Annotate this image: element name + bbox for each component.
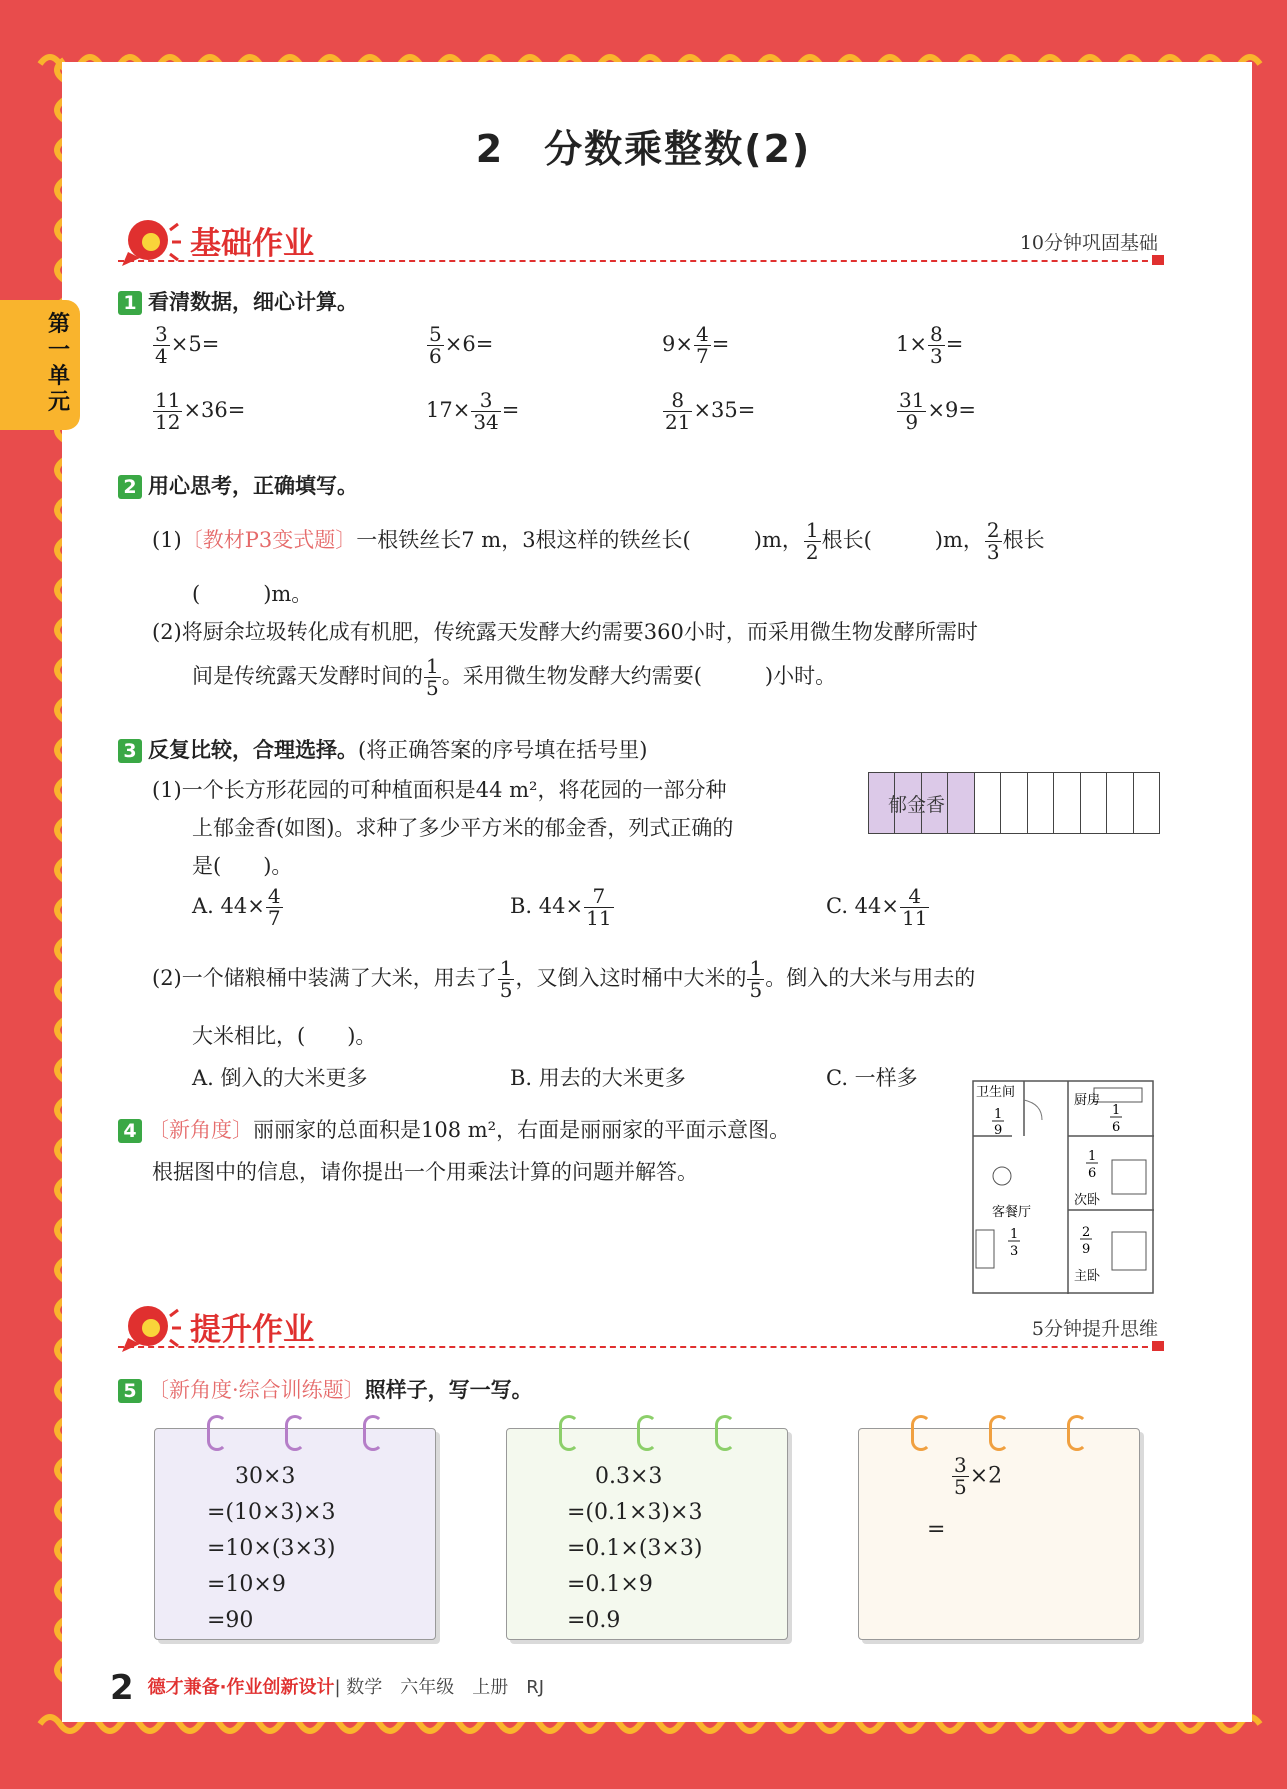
question-3-header xyxy=(118,734,647,764)
q3-p2-fraction-1 xyxy=(498,958,515,1001)
spiral-ring-icon xyxy=(911,1415,931,1451)
note-step: =10×9 xyxy=(207,1572,286,1597)
spiral-ring-icon xyxy=(637,1415,657,1451)
note-step: 0.3×3 xyxy=(595,1464,663,1489)
example-note-2 xyxy=(506,1428,788,1640)
q2-p1-text-b: 根长( )m， xyxy=(821,528,984,552)
question-number-5: 5 xyxy=(118,1379,142,1403)
fraction-numerator: 7 xyxy=(584,886,613,908)
fraction-denominator: 34 xyxy=(473,410,499,434)
q1-calc-item[interactable] xyxy=(152,390,245,433)
calc-post: ×36= xyxy=(183,398,246,422)
q2-p1-text-c: 根长 xyxy=(1002,528,1045,552)
fraction-denominator: 7 xyxy=(267,906,281,930)
fraction-denominator: 5 xyxy=(426,676,439,700)
spiral-ring-icon xyxy=(363,1415,383,1451)
fraction-numerator: 3 xyxy=(155,322,168,346)
tulip-label: 郁金香 xyxy=(888,794,946,816)
calc-fraction xyxy=(471,390,500,433)
q4-tag: 〔新角度〕 xyxy=(148,1118,253,1142)
tulip-cell-empty xyxy=(1081,773,1107,833)
calc-post: = xyxy=(945,332,964,356)
fraction-numerator: 8 xyxy=(663,390,692,412)
note-step: =90 xyxy=(207,1608,254,1633)
note-3-equals: = xyxy=(927,1517,946,1542)
calc-post: ×5= xyxy=(170,332,220,356)
calc-fraction xyxy=(663,390,692,433)
section-divider-end-advanced xyxy=(1152,1341,1164,1351)
note-step: =0.9 xyxy=(567,1608,621,1633)
option-fraction xyxy=(266,886,283,929)
q1-calc-item[interactable] xyxy=(426,324,493,367)
example-note-2-steps xyxy=(567,1459,702,1639)
floor-plan-diagram xyxy=(972,1080,1154,1294)
question-3-title: 反复比较，合理选择。 xyxy=(148,738,358,762)
plan-label-second: 次卧 xyxy=(1074,1193,1101,1208)
question-number-4: 4 xyxy=(118,1119,142,1143)
q3-p2-text-c: 。倒入的大米与用去的 xyxy=(765,966,976,990)
fraction-numerator: 4 xyxy=(900,886,929,908)
q2-p2-line-2 xyxy=(192,656,836,699)
q3-p2-fraction-2 xyxy=(747,958,764,1001)
q2-p2-text-a: 间是传统露天发酵时间的 xyxy=(192,664,423,688)
fraction-numerator: 5 xyxy=(429,322,442,346)
calc-fraction xyxy=(427,324,444,367)
option-text: A. 44× xyxy=(192,894,265,918)
q2-p2-fraction xyxy=(424,656,441,699)
calc-fraction xyxy=(153,390,182,433)
note-step: =10×(3×3) xyxy=(207,1536,336,1561)
tulip-cell-empty xyxy=(975,773,1001,833)
plan-label-master: 主卧 xyxy=(1074,1269,1101,1284)
tulip-cell-empty xyxy=(1134,773,1159,833)
fraction-denominator: 6 xyxy=(429,344,442,368)
q3-p1-line-1: (1)一个长方形花园的可种植面积是44 m²，将花园的一部分种 xyxy=(152,778,727,802)
footer-brand: 德才兼备·作业创新设计 xyxy=(147,1677,335,1698)
question-1-title: 看清数据，细心计算。 xyxy=(148,290,358,314)
option-fraction xyxy=(584,886,613,929)
question-5-header xyxy=(118,1374,533,1404)
option-text: B. 44× xyxy=(510,894,584,918)
unit-side-tab-label: 第一单元 xyxy=(48,312,71,415)
note-step: 30×3 xyxy=(235,1464,296,1489)
example-note-1 xyxy=(154,1428,436,1640)
q3-p2-option[interactable]: B. 用去的大米更多 xyxy=(510,1066,686,1090)
fraction-numerator: 4 xyxy=(695,322,709,346)
fraction-denominator: 11 xyxy=(902,906,928,930)
question-number-2: 2 xyxy=(118,475,142,499)
unit-side-tab xyxy=(0,300,80,430)
tulip-cell-empty xyxy=(1001,773,1027,833)
fraction-denominator: 5 xyxy=(954,1475,967,1499)
section-header-advanced xyxy=(118,1298,1158,1358)
question-number-1: 1 xyxy=(118,291,142,315)
q1-calc-item[interactable] xyxy=(896,390,976,433)
spiral-ring-icon xyxy=(207,1415,227,1451)
note-step: =0.1×9 xyxy=(567,1572,653,1597)
section-divider-end-basic xyxy=(1152,255,1164,265)
fraction-numerator: 1 xyxy=(426,654,439,678)
q3-p1-line-2: 上郁金香(如图)。求种了多少平方米的郁金香，列式正确的 xyxy=(192,816,734,840)
calc-fraction xyxy=(153,324,170,367)
fraction-numerator: 8 xyxy=(929,322,943,346)
page-number: 2 xyxy=(110,1668,134,1708)
question-4-line-2: 根据图中的信息，请你提出一个用乘法计算的问题并解答。 xyxy=(152,1160,698,1184)
fraction-numerator: 3 xyxy=(954,1453,967,1477)
question-2-title: 用心思考，正确填写。 xyxy=(148,474,358,498)
footer-book-info: | 数学 六年级 上册 RJ xyxy=(334,1677,545,1698)
q3-p2-option[interactable]: A. 倒入的大米更多 xyxy=(192,1066,368,1090)
fraction-numerator: 4 xyxy=(267,884,281,908)
plan-second-n: 1 xyxy=(1088,1149,1097,1164)
q3-p1-option[interactable] xyxy=(192,886,284,929)
q1-calc-item[interactable] xyxy=(662,324,729,367)
q2-p2-text-b[interactable]: 。采用微生物发酵大约需要( )小时。 xyxy=(441,664,837,688)
fraction-denominator: 2 xyxy=(805,540,819,564)
q2-p1-tag: 〔教材P3变式题〕 xyxy=(181,528,357,552)
plan-living-d: 3 xyxy=(1010,1244,1019,1259)
calc-fraction xyxy=(928,324,945,367)
fraction-numerator: 1 xyxy=(749,956,763,980)
fraction-numerator: 3 xyxy=(471,390,500,412)
q5-tag: 〔新角度·综合训练题〕 xyxy=(148,1378,365,1402)
section-divider-basic xyxy=(118,260,1158,262)
q3-p2-line-2[interactable]: 大米相比，( )。 xyxy=(192,1024,377,1048)
q3-p1-option[interactable] xyxy=(826,886,930,929)
fraction-numerator: 31 xyxy=(899,388,925,412)
section-header-basic xyxy=(118,212,1158,272)
fraction-denominator: 5 xyxy=(499,978,513,1002)
fraction-denominator: 4 xyxy=(155,344,168,368)
calc-post: ×35= xyxy=(693,398,756,422)
plan-label-kitchen: 厨房 xyxy=(1074,1093,1101,1108)
section-hint-advanced: 5分钟提升思维 xyxy=(1031,1318,1158,1340)
question-1-header xyxy=(118,286,358,316)
question-2-part-1-line-1 xyxy=(152,520,1045,563)
note-step: =(0.1×3)×3 xyxy=(567,1500,703,1525)
tulip-cell-filled xyxy=(948,773,974,833)
q3-p2-option[interactable]: C. 一样多 xyxy=(826,1066,918,1090)
calc-fraction xyxy=(897,390,926,433)
plan-bath-d: 9 xyxy=(994,1123,1003,1138)
tulip-cell-empty xyxy=(1054,773,1080,833)
example-note-1-steps xyxy=(207,1459,335,1639)
calc-pre: 9× xyxy=(662,332,693,356)
q3-p2-text-a: (2)一个储粮桶中装满了大米，用去了 xyxy=(152,966,497,990)
question-number-3: 3 xyxy=(118,739,142,763)
q2-p1-text-a: 一根铁丝长7 m，3根这样的铁丝长( )m， xyxy=(356,528,803,552)
fraction-denominator: 3 xyxy=(929,344,943,368)
fraction-denominator: 9 xyxy=(905,410,919,434)
page-title: 2 分数乘整数(2) xyxy=(475,127,812,171)
question-4-line-1 xyxy=(118,1114,790,1144)
section-hint-basic: 10分钟巩固基础 xyxy=(1019,232,1158,254)
calc-post: ×6= xyxy=(444,332,494,356)
section-label-basic: 基础作业 xyxy=(190,226,314,262)
q1-calc-item[interactable] xyxy=(152,324,219,367)
answer-note-3[interactable] xyxy=(858,1428,1140,1640)
tulip-cell-empty xyxy=(1107,773,1133,833)
plan-bath-n: 1 xyxy=(994,1107,1003,1122)
plan-living-n: 1 xyxy=(1010,1227,1019,1242)
fraction-denominator: 21 xyxy=(665,410,691,434)
fraction-numerator: 1 xyxy=(499,956,513,980)
question-2-header xyxy=(118,470,358,500)
q3-p1-line-3[interactable]: 是( )。 xyxy=(192,854,293,878)
option-fraction xyxy=(900,886,929,929)
question-3-title-note: (将正确答案的序号填在括号里) xyxy=(358,738,648,762)
question-5-title: 照样子，写一写。 xyxy=(364,1378,533,1402)
fraction-denominator: 11 xyxy=(586,906,612,930)
note-3-expression xyxy=(951,1455,1002,1498)
q1-calc-item[interactable] xyxy=(662,390,755,433)
fraction-denominator: 3 xyxy=(986,540,1000,564)
q4-text-1: 丽丽家的总面积是108 m²，右面是丽丽家的平面示意图。 xyxy=(253,1118,791,1142)
plan-kitchen-d: 6 xyxy=(1112,1120,1121,1135)
calc-post: ×9= xyxy=(927,398,977,422)
calc-pre: 1× xyxy=(896,332,927,356)
option-text: C. 44× xyxy=(826,894,899,918)
plan-master-n: 2 xyxy=(1082,1225,1091,1240)
spiral-ring-icon xyxy=(989,1415,1009,1451)
spiral-ring-icon xyxy=(559,1415,579,1451)
q2-p1-line-2[interactable]: ( )m。 xyxy=(192,582,313,606)
q2-p2-line-1: (2)将厨余垃圾转化成有机肥，传统露天发酵大约需要360小时，而采用微生物发酵所需时 xyxy=(152,620,978,644)
calc-fraction xyxy=(694,324,711,367)
spiral-ring-icon xyxy=(715,1415,735,1451)
tulip-cell-empty xyxy=(1028,773,1054,833)
fraction-denominator: 12 xyxy=(155,410,181,434)
q3-p2-text-b: ，又倒入这时桶中大米的 xyxy=(515,966,747,990)
plan-second-d: 6 xyxy=(1088,1166,1097,1181)
fraction-numerator: 2 xyxy=(986,518,1000,542)
fraction-numerator: 1 xyxy=(805,518,819,542)
q1-calc-item[interactable] xyxy=(426,390,519,433)
fraction-denominator: 5 xyxy=(749,978,763,1002)
q3-p2-line-1 xyxy=(152,958,975,1001)
note-step: =(10×3)×3 xyxy=(207,1500,336,1525)
q1-calc-item[interactable] xyxy=(896,324,963,367)
plan-label-bathroom: 卫生间 xyxy=(976,1085,1016,1100)
note-step: =0.1×(3×3) xyxy=(567,1536,703,1561)
q3-p1-option[interactable] xyxy=(510,886,615,929)
calc-post: = xyxy=(501,398,520,422)
plan-kitchen-n: 1 xyxy=(1112,1103,1121,1118)
calc-post: = xyxy=(711,332,730,356)
note-3-post: ×2 xyxy=(969,1463,1003,1489)
q2-p1-fraction-2 xyxy=(985,520,1002,563)
fraction-denominator: 7 xyxy=(695,344,709,368)
spiral-ring-icon xyxy=(1067,1415,1087,1451)
note-3-fraction xyxy=(952,1455,969,1498)
plan-master-d: 9 xyxy=(1082,1242,1091,1257)
spiral-ring-icon xyxy=(285,1415,305,1451)
fraction-numerator: 11 xyxy=(155,388,181,412)
q2-p1-prefix: (1) xyxy=(152,528,182,552)
section-divider-advanced xyxy=(118,1346,1158,1348)
plan-label-living: 客餐厅 xyxy=(992,1205,1032,1220)
section-label-advanced: 提升作业 xyxy=(190,1312,314,1348)
calc-pre: 17× xyxy=(426,398,471,422)
page-footer xyxy=(110,1668,544,1708)
q2-p1-fraction-1 xyxy=(804,520,821,563)
